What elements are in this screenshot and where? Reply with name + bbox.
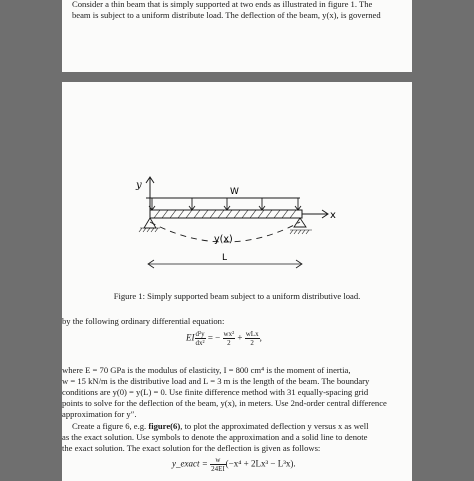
deflection-label: y(x) — [214, 234, 233, 245]
beam-hatching — [154, 210, 296, 218]
text-line: as the exact solution. Use symbols to denote the approximation and a solid line to denote — [62, 432, 368, 442]
ode-equals: = − — [207, 332, 221, 343]
right-ground-hatch — [290, 230, 312, 234]
page-top — [62, 0, 412, 72]
exact-lhs: y_exact = — [172, 458, 208, 469]
ode-plus: + — [237, 332, 243, 343]
ode-term2: $\frac{\text{wLx}}{2}$ — [245, 330, 259, 347]
text-line: Create a figure 6, e.g. figure(6), to plot the approximated deflection y versus x as well — [72, 421, 369, 431]
ode-derivative: $\frac{\text{d²y}}{\text{dx²}}$ — [195, 330, 205, 347]
ode-lhs-coef: EI — [186, 332, 195, 343]
text-line: w = 15 kN/m is the distributive load and L = 3 m is the length of the beam. The boundary — [62, 376, 370, 386]
exact-solution-equation — [172, 456, 296, 473]
x-axis-label: x — [330, 210, 336, 221]
text-line: points to solve for the deflection of the beam, y(x), in meters. Use 2nd-order central difference — [62, 398, 387, 408]
text-line: the exact solution. The exact solution for the deflection is given as follows: — [62, 443, 321, 453]
exact-coefficient: $\frac{w}{24EI}$ — [211, 456, 225, 473]
text-line: where E = 70 GPa is the modulus of elasticity, I = 800 cm⁴ is the moment of inertia, — [62, 365, 351, 375]
text-line: Consider a thin beam that is simply supported at two ends as illustrated in figure 1. The — [72, 0, 373, 9]
text-line: approximation for y″. — [62, 409, 137, 419]
load-label: W — [230, 187, 239, 197]
length-label: L — [222, 253, 228, 263]
ode-term1: $\frac{\text{wx²}}{2}$ — [223, 330, 235, 347]
left-pin-support — [144, 218, 156, 228]
exact-rhs: (−x⁴ + 2Lx³ − L³x). — [225, 458, 296, 469]
y-axis-label: y — [136, 180, 142, 191]
ode-equation: EI $\frac{\text{d²y}}{\text{dx²}}$ = − $\frac{\text{wx²}}{2}$ + $\frac{\text{wLx}}{2}$ , — [186, 330, 262, 347]
text-line: conditions are y(0) = y(L) = 0. Use finite difference method with 31 equally-spacing grid — [62, 387, 369, 397]
intro-text: by the following ordinary differential equation: — [62, 316, 225, 326]
figure-caption: Figure 1: Simply supported beam subject to a uniform distributive load. — [113, 291, 361, 301]
beam-figure — [132, 170, 352, 280]
load-arrows — [149, 198, 301, 210]
left-ground-hatch — [139, 228, 160, 232]
page-main — [62, 82, 412, 481]
text-line: beam is subject to a uniform distribute load. The deflection of the beam, y(x), is governed — [72, 10, 381, 20]
